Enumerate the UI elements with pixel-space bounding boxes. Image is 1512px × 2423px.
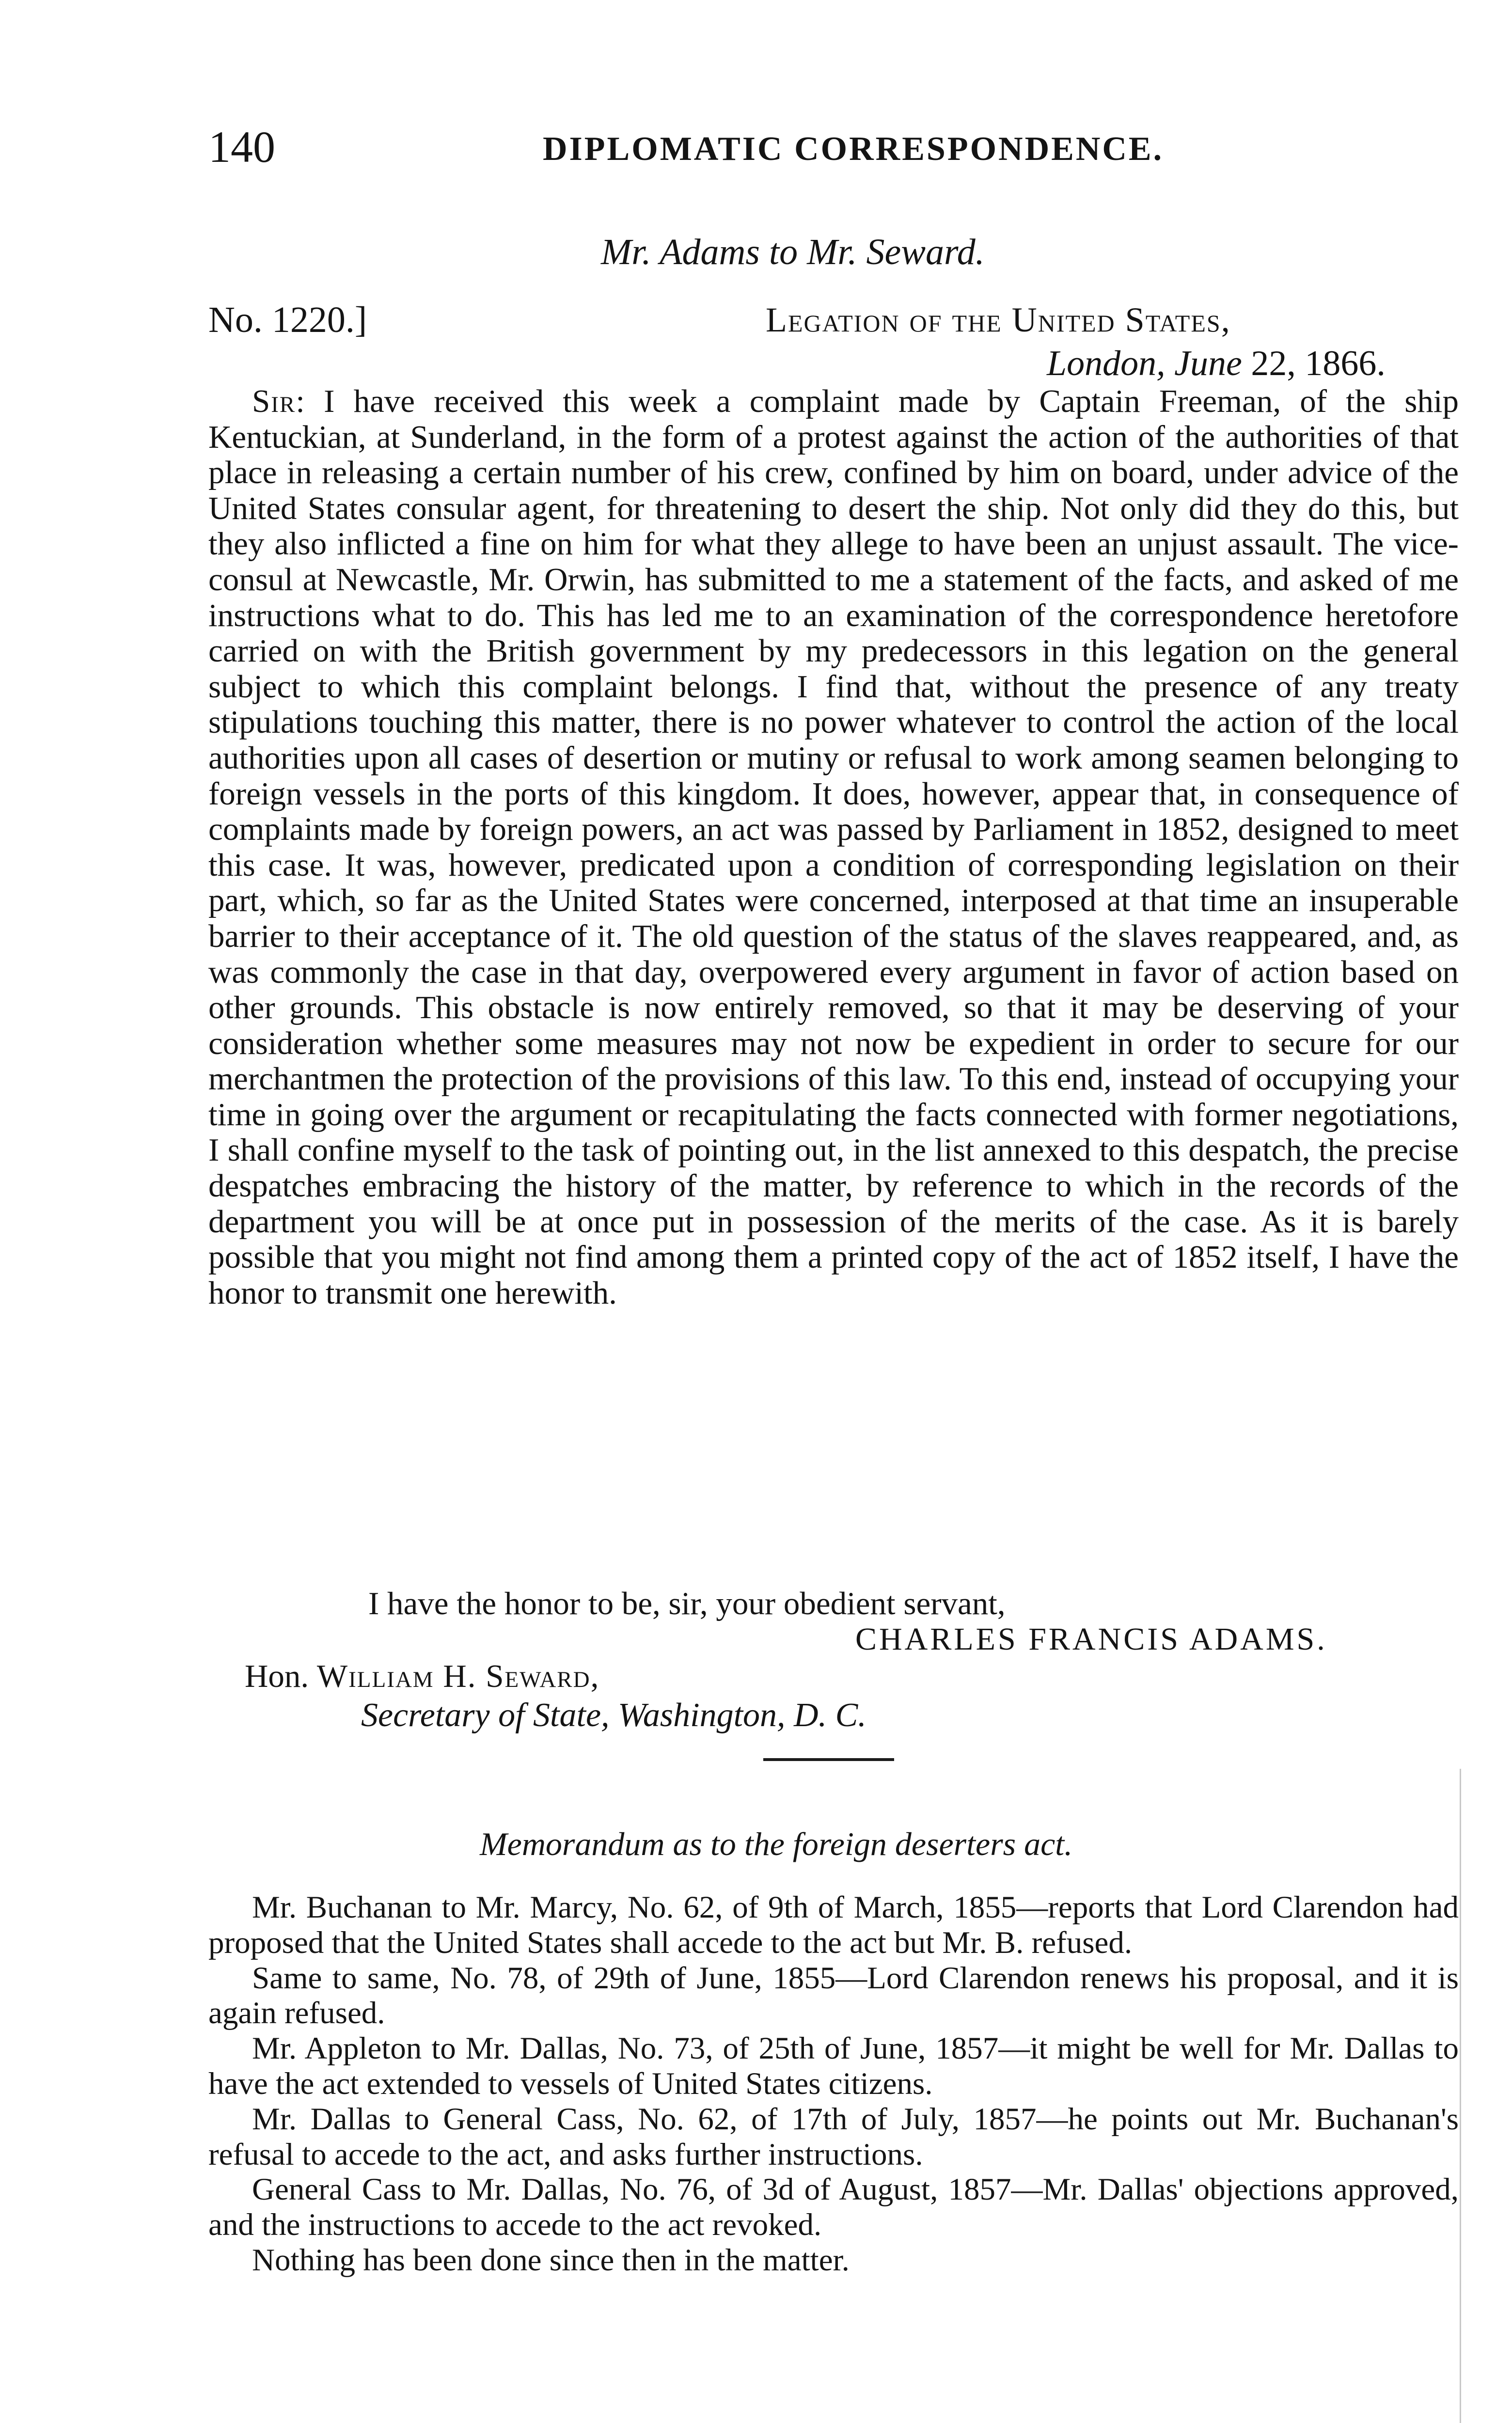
addressee: [245, 1658, 599, 1694]
memorandum-heading: Memorandum as to the foreign deserters act.: [480, 1825, 1073, 1862]
scan-margin-line: [1460, 1769, 1461, 2423]
memorandum-entry: Mr. Dallas to General Cass, No. 62, of 17th of July, 1857—he points out Mr. Buchanan's refusal to accede to the act, and asks further instructions.: [208, 2101, 1459, 2172]
letter-body-text: : I have received this week a complaint made by Captain Freeman, of the ship Kentuckian, at Sunderland, in the form of a protest against the action of the authorities of that place in releasing a certain number of his crew, confined by him on board, under advice of the United States consular agent, for threatening to desert the ship. Not only did they do this, but they also inflicted a fine on him for what they allege to have been an unjust assault. The vice-consul at Newcastle, Mr. Orwin, has submitted to me a statement of the facts, and asked of me instructions what to do. This has led me to an examination of the correspondence heretofore carried on with the British government by my predecessors in this legation on the general subject to which this complaint belongs. I find that, without the presence of any treaty stipulations touching this matter, there is no power whatever to control the action of the local authorities upon all cases of desertion or mutiny or refusal to work among seamen belonging to foreign vessels in the ports of this kingdom. It does, however, appear that, in consequence of complaints made by foreign powers, an act was passed by Parliament in 1852, designed to meet this case. It was, however, predicated upon a condition of corresponding legislation on their part, which, so far as the United States were concerned, interposed at that time an insuperable barrier to their acceptance of it. The old question of the status of the slaves reappeared, and, as was commonly the case in that day, overpowered every argument in favor of action based on other grounds. This obstacle is now entirely removed, so that it may be deserving of your consideration whether some measures may not now be expedient in order to secure for our merchantmen the protection of the provisions of this law. To this end, instead of occupying your time in going over the argument or recapitulating the facts connected with former negotiations, I shall confine myself to the task of pointing out, in the list annexed to this despatch, the precise despatches embracing the history of the matter, by reference to which in the records of the department you will be at once put in possession of the merits of the case. As it is barely possible that you might not find among them a printed copy of the act of 1852 itself, I have the honor to transmit one herewith.: [208, 383, 1459, 1311]
dateline-year: 22, 1866.: [1242, 344, 1386, 383]
memorandum-entry: Mr. Buchanan to Mr. Marcy, No. 62, of 9th of March, 1855—reports that Lord Clarendon had proposed that the United States shall accede to the act but Mr. B. refused.: [208, 1890, 1459, 1960]
signature: CHARLES FRANCIS ADAMS.: [855, 1621, 1327, 1657]
memorandum-entry: Nothing has been done since then in the matter.: [252, 2242, 850, 2278]
running-head: [208, 120, 1459, 173]
letter-heading: Mr. Adams to Mr. Seward.: [601, 232, 985, 272]
section-divider: [763, 1758, 894, 1761]
page-number: 140: [208, 122, 275, 172]
salutation: Sir: [252, 383, 296, 419]
memorandum-entry: Same to same, No. 78, of 29th of June, 1855—Lord Clarendon renews his proposal, and it is again refused.: [208, 1960, 1459, 2031]
dateline-place: London, June: [1047, 344, 1242, 383]
addressee-title: Secretary of State, Washington, D. C.: [361, 1697, 866, 1734]
running-title: DIPLOMATIC CORRESPONDENCE.: [543, 130, 1164, 168]
memorandum-entry: Mr. Appleton to Mr. Dallas, No. 73, of 25th of June, 1857—it might be well for Mr. Dallas to have the act extended to vessels of United States citizens.: [208, 2031, 1459, 2101]
letter-number: No. 1220.]: [208, 299, 367, 340]
closing-line: I have the honor to be, sir, your obedient servant,: [368, 1586, 1006, 1621]
addressee-name: William H. Seward,: [316, 1658, 600, 1694]
memorandum-entry: General Cass to Mr. Dallas, No. 76, of 3d of August, 1857—Mr. Dallas' objections approved, and the instructions to accede to the act revoked.: [208, 2172, 1459, 2243]
legation-line: Legation of the United States,: [766, 300, 1231, 339]
dateline: [1047, 339, 1386, 388]
addressee-prefix: Hon.: [245, 1658, 309, 1694]
letter-body: [208, 384, 1459, 1311]
memorandum-list: [208, 1890, 1459, 2278]
